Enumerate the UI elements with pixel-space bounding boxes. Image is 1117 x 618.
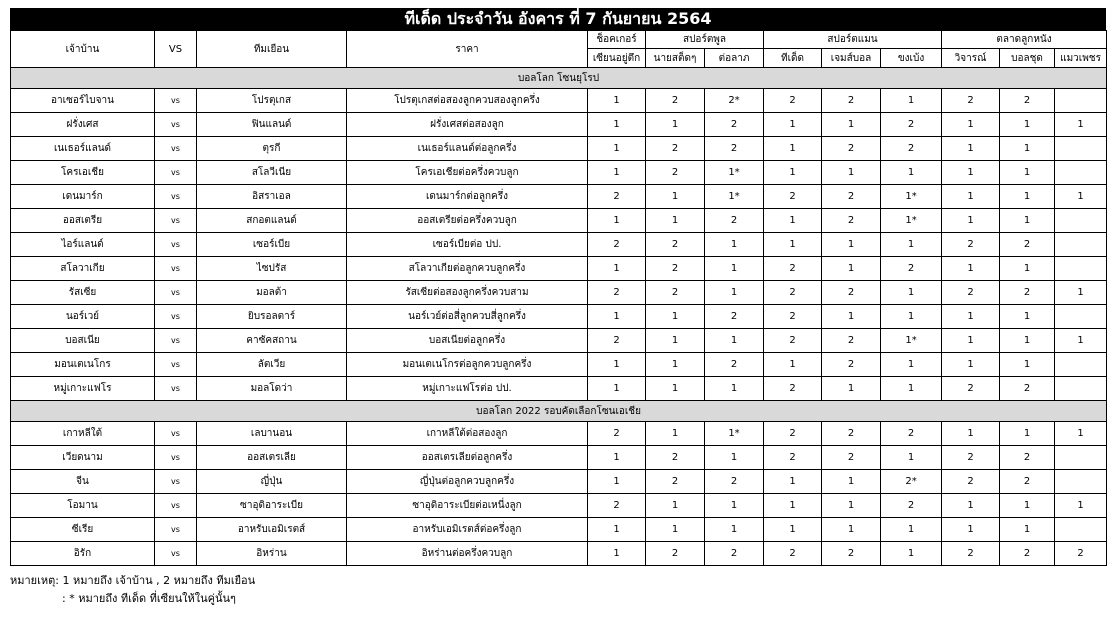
home-team: เวียดนาม (11, 446, 155, 470)
vs-cell: vs (155, 353, 197, 377)
pick-cell: 1 (822, 470, 881, 494)
vs-cell: vs (155, 305, 197, 329)
pick-cell: 2 (822, 89, 881, 113)
pick-cell: 1 (942, 305, 1000, 329)
pick-cell: 1 (822, 233, 881, 257)
pick-cell: 1 (646, 329, 705, 353)
pick-cell: 1 (1055, 281, 1107, 305)
pick-cell: 1 (588, 377, 646, 401)
vs-cell: vs (155, 494, 197, 518)
pick-cell: 2 (822, 329, 881, 353)
vs-cell: vs (155, 422, 197, 446)
pick-cell: 2 (1000, 377, 1055, 401)
pick-cell: 1 (822, 494, 881, 518)
pick-cell: 1 (942, 185, 1000, 209)
home-team: ไอร์แลนด์ (11, 233, 155, 257)
pick-cell: 2 (881, 137, 942, 161)
pick-cell: 1 (1000, 161, 1055, 185)
price-cell: โปรตุเกสต่อสองลูกควบสองลูกครึ่ง (347, 89, 588, 113)
away-team: ญี่ปุ่น (197, 470, 347, 494)
header-home: เจ้าบ้าน (11, 31, 155, 68)
table-row (11, 446, 1107, 470)
pick-cell: 1 (588, 257, 646, 281)
away-team: เลบานอน (197, 422, 347, 446)
pick-cell: 1 (1000, 494, 1055, 518)
home-team: อิรัก (11, 542, 155, 566)
pick-cell: 2 (822, 446, 881, 470)
away-team: โปรตุเกส (197, 89, 347, 113)
table-row (11, 329, 1107, 353)
home-team: อาเซอร์ไบจาน (11, 89, 155, 113)
tipster-header: บอลชุด (1000, 49, 1055, 68)
pick-cell: 2 (764, 542, 822, 566)
pick-cell: 1 (705, 329, 764, 353)
pick-cell: 2 (822, 353, 881, 377)
pick-cell (1055, 161, 1107, 185)
pick-cell: 2 (764, 422, 822, 446)
pick-cell: 2 (1000, 470, 1055, 494)
pick-cell: 1 (1055, 185, 1107, 209)
pick-cell: 1 (764, 161, 822, 185)
pick-cell: 1 (942, 422, 1000, 446)
pick-cell: 1 (588, 542, 646, 566)
price-cell: ญี่ปุ่นต่อลูกควบลูกครึ่ง (347, 470, 588, 494)
pick-cell: 1 (881, 353, 942, 377)
pick-cell: 1 (764, 209, 822, 233)
table-row (11, 470, 1107, 494)
pick-cell: 1 (588, 470, 646, 494)
vs-cell: vs (155, 161, 197, 185)
pick-cell: 1 (881, 305, 942, 329)
table-row (11, 137, 1107, 161)
pick-cell: 1 (881, 233, 942, 257)
pick-cell: 2 (822, 542, 881, 566)
tipster-header: แมวเพชร (1055, 49, 1107, 68)
pick-cell: 2 (942, 233, 1000, 257)
pick-cell: 2 (942, 89, 1000, 113)
pick-cell: 1 (1000, 353, 1055, 377)
pick-cell: 1 (705, 494, 764, 518)
pick-cell: 1 (588, 113, 646, 137)
pick-cell: 2 (1000, 233, 1055, 257)
pick-cell (1055, 209, 1107, 233)
pick-cell: 2 (822, 209, 881, 233)
header-away: ทีมเยือน (197, 31, 347, 68)
home-team: โอมาน (11, 494, 155, 518)
group-header: ตลาดลูกหนัง (942, 31, 1107, 49)
pick-cell: 2 (646, 446, 705, 470)
vs-cell: vs (155, 233, 197, 257)
pick-cell: 1 (764, 494, 822, 518)
vs-cell: vs (155, 137, 197, 161)
pick-cell: 1 (1000, 305, 1055, 329)
pick-cell: 2 (705, 470, 764, 494)
pick-cell: 2 (764, 305, 822, 329)
pick-cell: 2* (705, 89, 764, 113)
price-cell: เดนมาร์กต่อลูกครึ่ง (347, 185, 588, 209)
pick-cell: 1 (588, 161, 646, 185)
pick-cell (1055, 446, 1107, 470)
pick-cell (1055, 353, 1107, 377)
vs-cell: vs (155, 89, 197, 113)
pick-cell: 1 (764, 233, 822, 257)
home-team: ซีเรีย (11, 518, 155, 542)
pick-cell: 2 (1000, 446, 1055, 470)
away-team: ซาอุดิอาระเบีย (197, 494, 347, 518)
pick-cell: 2 (764, 257, 822, 281)
pick-cell: 1 (764, 470, 822, 494)
pick-cell: 1 (646, 113, 705, 137)
pick-cell: 2 (646, 257, 705, 281)
tipster-header: นายสต็ดๆ (646, 49, 705, 68)
pick-cell: 1 (705, 233, 764, 257)
pick-cell: 1 (588, 209, 646, 233)
pick-cell: 1 (881, 377, 942, 401)
away-team: ยิบรอลตาร์ (197, 305, 347, 329)
vs-cell: vs (155, 542, 197, 566)
pick-cell: 1 (705, 281, 764, 305)
pick-cell: 2 (705, 137, 764, 161)
pick-cell: 2 (646, 233, 705, 257)
pick-cell: 2 (1000, 281, 1055, 305)
pick-cell: 2 (942, 281, 1000, 305)
pick-cell: 1 (646, 377, 705, 401)
pick-cell: 1 (822, 305, 881, 329)
pick-cell: 2 (588, 185, 646, 209)
pick-cell: 2 (764, 281, 822, 305)
pick-cell: 1 (822, 257, 881, 281)
pick-cell: 2 (764, 185, 822, 209)
pick-cell: 1 (881, 161, 942, 185)
pick-cell: 2 (881, 494, 942, 518)
pick-cell: 2 (588, 281, 646, 305)
pick-cell: 1 (705, 446, 764, 470)
pick-cell: 2 (588, 233, 646, 257)
pick-cell: 1 (588, 89, 646, 113)
vs-cell: vs (155, 257, 197, 281)
pick-cell: 1 (822, 161, 881, 185)
pick-cell: 1 (646, 422, 705, 446)
pick-cell: 2 (1000, 542, 1055, 566)
pick-cell: 1 (646, 494, 705, 518)
home-team: นอร์เวย์ (11, 305, 155, 329)
away-team: อาหรับเอมิเรตส์ (197, 518, 347, 542)
section-row (11, 68, 1107, 89)
price-cell: ออสเตรเลียต่อลูกครึ่ง (347, 446, 588, 470)
pick-cell: 2 (646, 137, 705, 161)
away-team: ไซปรัส (197, 257, 347, 281)
tipster-header: ขงเบ้ง (881, 49, 942, 68)
pick-cell: 2 (705, 542, 764, 566)
pick-cell: 2 (881, 257, 942, 281)
pick-cell: 1 (822, 113, 881, 137)
away-team: อิหร่าน (197, 542, 347, 566)
pick-cell: 2 (646, 281, 705, 305)
pick-cell: 1 (646, 353, 705, 377)
table-row (11, 542, 1107, 566)
pick-cell: 1 (705, 518, 764, 542)
away-team: ลัตเวีย (197, 353, 347, 377)
tipster-header: เจมส์บอล (822, 49, 881, 68)
pick-cell: 1 (646, 209, 705, 233)
home-team: จีน (11, 470, 155, 494)
pick-cell: 1 (646, 185, 705, 209)
vs-cell: vs (155, 113, 197, 137)
pick-cell: 1 (942, 353, 1000, 377)
away-team: ออสเตรเลีย (197, 446, 347, 470)
table-row (11, 161, 1107, 185)
pick-cell: 1 (1055, 329, 1107, 353)
pick-cell: 2 (705, 113, 764, 137)
vs-cell: vs (155, 446, 197, 470)
table-row (11, 89, 1107, 113)
vs-cell: vs (155, 209, 197, 233)
pick-cell: 2 (942, 377, 1000, 401)
pick-cell: 1 (764, 353, 822, 377)
away-team: สกอตแลนด์ (197, 209, 347, 233)
note-line: หมายเหตุ: 1 หมายถึง เจ้าบ้าน , 2 หมายถึง ทีมเยือน (10, 574, 256, 587)
pick-cell (1055, 257, 1107, 281)
pick-cell: 2 (764, 89, 822, 113)
pick-cell: 1 (1055, 494, 1107, 518)
tipster-header: ต่อลาภ (705, 49, 764, 68)
group-header: สปอร์ตแมน (764, 31, 942, 49)
pick-cell: 1 (764, 518, 822, 542)
pick-cell: 1 (942, 161, 1000, 185)
pick-cell: 2 (881, 422, 942, 446)
pick-cell: 1 (942, 494, 1000, 518)
pick-cell: 1 (822, 377, 881, 401)
pick-cell: 1 (764, 137, 822, 161)
vs-cell: vs (155, 281, 197, 305)
away-team: ตุรกี (197, 137, 347, 161)
tipster-header: ทีเด็ด (764, 49, 822, 68)
pick-cell: 1 (881, 518, 942, 542)
table-row (11, 281, 1107, 305)
pick-cell: 1* (705, 185, 764, 209)
pick-cell: 1 (588, 305, 646, 329)
pick-cell: 1 (942, 329, 1000, 353)
pick-cell (1055, 89, 1107, 113)
pick-cell (1055, 377, 1107, 401)
pick-cell: 2 (646, 470, 705, 494)
pick-cell: 2 (705, 305, 764, 329)
pick-cell: 1 (942, 257, 1000, 281)
home-team: หมู่เกาะแฟโร (11, 377, 155, 401)
pick-cell (1055, 518, 1107, 542)
pick-cell: 2 (822, 137, 881, 161)
pick-cell (1055, 470, 1107, 494)
pick-cell: 1 (881, 446, 942, 470)
price-cell: เกาหลีใต้ต่อสองลูก (347, 422, 588, 446)
home-team: สโลวาเกีย (11, 257, 155, 281)
vs-cell: vs (155, 470, 197, 494)
pick-cell: 1 (1000, 113, 1055, 137)
pick-cell: 2 (881, 113, 942, 137)
away-team: อิสราเอล (197, 185, 347, 209)
table-row (11, 233, 1107, 257)
pick-cell: 1 (705, 377, 764, 401)
header-vs: VS (155, 31, 197, 68)
pick-cell: 2 (646, 542, 705, 566)
pick-cell: 1 (942, 518, 1000, 542)
section-row (11, 401, 1107, 422)
pick-cell: 2 (764, 377, 822, 401)
away-team: มอลโดว่า (197, 377, 347, 401)
pick-cell: 1 (881, 542, 942, 566)
pick-cell: 1* (705, 161, 764, 185)
pick-cell (1055, 137, 1107, 161)
table-row (11, 209, 1107, 233)
pick-cell: 2 (588, 422, 646, 446)
pick-cell: 1 (1000, 137, 1055, 161)
pick-cell: 1 (1000, 422, 1055, 446)
note-line: : * หมายถึง ทีเด็ด ที่เซียนให้ในคู่นั้นๆ (62, 592, 236, 605)
price-cell: เซอร์เบียต่อ ปป. (347, 233, 588, 257)
pick-cell: 1* (881, 329, 942, 353)
price-cell: นอร์เวย์ต่อสี่ลูกควบสี่ลูกครึ่ง (347, 305, 588, 329)
pick-cell: 1 (705, 257, 764, 281)
pick-cell: 1 (1000, 329, 1055, 353)
home-team: ออสเตรีย (11, 209, 155, 233)
tips-sheet (10, 8, 1106, 608)
vs-cell: vs (155, 377, 197, 401)
pick-cell: 2 (764, 446, 822, 470)
home-team: มอนเตเนโกร (11, 353, 155, 377)
notes (10, 572, 1106, 608)
home-team: เนเธอร์แลนด์ (11, 137, 155, 161)
pick-cell: 1 (1000, 518, 1055, 542)
price-cell: มอนเตเนโกรต่อลูกควบลูกครึ่ง (347, 353, 588, 377)
home-team: โครเอเชีย (11, 161, 155, 185)
pick-cell: 1 (1000, 185, 1055, 209)
table-row (11, 257, 1107, 281)
pick-cell: 2 (822, 422, 881, 446)
vs-cell: vs (155, 329, 197, 353)
table-row (11, 518, 1107, 542)
away-team: เซอร์เบีย (197, 233, 347, 257)
header-price: ราคา (347, 31, 588, 68)
pick-cell: 1 (1055, 422, 1107, 446)
table-row (11, 353, 1107, 377)
home-team: เกาหลีใต้ (11, 422, 155, 446)
tips-table (10, 30, 1107, 566)
pick-cell: 1 (1000, 209, 1055, 233)
table-row (11, 422, 1107, 446)
table-row (11, 113, 1107, 137)
pick-cell (1055, 233, 1107, 257)
pick-cell: 1 (881, 281, 942, 305)
away-team: คาซัคสถาน (197, 329, 347, 353)
pick-cell: 1 (1055, 113, 1107, 137)
away-team: มอลต้า (197, 281, 347, 305)
pick-cell: 2 (1000, 89, 1055, 113)
table-row (11, 494, 1107, 518)
pick-cell: 2 (705, 353, 764, 377)
page-title: ทีเด็ด ประจำวัน อังคาร ที่ 7 กันยายน 2564 (10, 8, 1106, 30)
table-row (11, 185, 1107, 209)
price-cell: อิหร่านต่อครึ่งควบลูก (347, 542, 588, 566)
pick-cell: 1 (588, 353, 646, 377)
pick-cell: 2 (822, 281, 881, 305)
pick-cell: 2 (942, 446, 1000, 470)
price-cell: บอสเนียต่อลูกครึ่ง (347, 329, 588, 353)
price-cell: ซาอุดิอาระเบียต่อเหนี่งลูก (347, 494, 588, 518)
pick-cell: 2 (822, 185, 881, 209)
pick-cell: 1* (705, 422, 764, 446)
pick-cell: 1 (942, 137, 1000, 161)
price-cell: โครเอเชียต่อครึ่งควบลูก (347, 161, 588, 185)
price-cell: อาหรับเอมิเรตส์ต่อครึ่งลูก (347, 518, 588, 542)
price-cell: เนเธอร์แลนด์ต่อลูกครึ่ง (347, 137, 588, 161)
tipster-header: เซียนอยู่ตึก (588, 49, 646, 68)
vs-cell: vs (155, 185, 197, 209)
pick-cell: 2 (705, 209, 764, 233)
pick-cell: 1 (588, 446, 646, 470)
home-team: บอสเนีย (11, 329, 155, 353)
group-header: สปอร์ตพูล (646, 31, 764, 49)
section-title: บอลโลก 2022 รอบคัดเลือกโซนเอเชีย (11, 401, 1107, 422)
price-cell: ออสเตรียต่อครึ่งควบลูก (347, 209, 588, 233)
pick-cell: 1 (588, 137, 646, 161)
home-team: เดนมาร์ก (11, 185, 155, 209)
home-team: ฝรั่งเศส (11, 113, 155, 137)
section-title: บอลโลก โซนยุโรป (11, 68, 1107, 89)
pick-cell (1055, 305, 1107, 329)
table-row (11, 377, 1107, 401)
pick-cell: 2 (942, 470, 1000, 494)
pick-cell: 2 (588, 494, 646, 518)
pick-cell: 1 (764, 113, 822, 137)
tipster-header: วิจารณ์ (942, 49, 1000, 68)
price-cell: หมู่เกาะแฟโรต่อ ปป. (347, 377, 588, 401)
away-team: สโลวีเนีย (197, 161, 347, 185)
group-header: ช็อคเกอร์ (588, 31, 646, 49)
price-cell: สโลวาเกียต่อลูกควบลูกครึ่ง (347, 257, 588, 281)
pick-cell: 2* (881, 470, 942, 494)
pick-cell: 1 (881, 89, 942, 113)
pick-cell: 2 (764, 329, 822, 353)
pick-cell: 2 (646, 161, 705, 185)
pick-cell: 1 (588, 518, 646, 542)
pick-cell: 1 (646, 518, 705, 542)
pick-cell: 1 (646, 305, 705, 329)
pick-cell: 2 (646, 89, 705, 113)
away-team: ฟินแลนด์ (197, 113, 347, 137)
pick-cell: 2 (588, 329, 646, 353)
pick-cell: 2 (1055, 542, 1107, 566)
pick-cell: 1 (942, 113, 1000, 137)
pick-cell: 1 (1000, 257, 1055, 281)
pick-cell: 1 (942, 209, 1000, 233)
price-cell: รัสเซียต่อสองลูกครึ่งควบสาม (347, 281, 588, 305)
table-row (11, 305, 1107, 329)
price-cell: ฝรั่งเศสต่อสองลูก (347, 113, 588, 137)
pick-cell: 2 (942, 542, 1000, 566)
pick-cell: 1* (881, 185, 942, 209)
vs-cell: vs (155, 518, 197, 542)
home-team: รัสเซีย (11, 281, 155, 305)
pick-cell: 1 (822, 518, 881, 542)
pick-cell: 1* (881, 209, 942, 233)
